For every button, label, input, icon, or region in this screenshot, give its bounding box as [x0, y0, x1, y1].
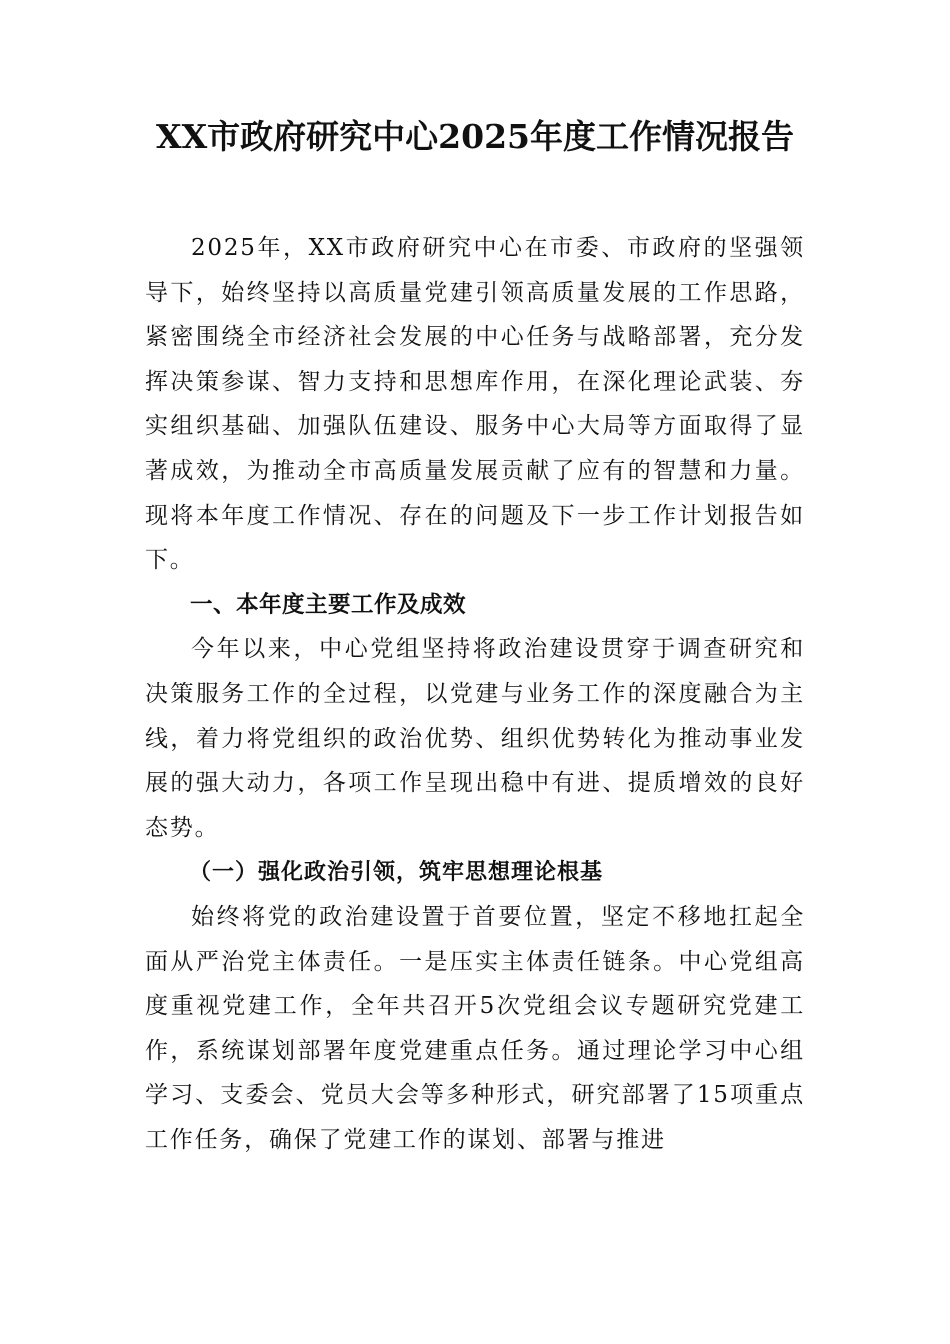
document-title: XX市政府研究中心2025年度工作情况报告	[155, 117, 795, 156]
subsection-1-paragraph: 始终将党的政治建设置于首要位置，坚定不移地扛起全面从严治党主体责任。一是压实主体责任链条。中心党组高度重视党建工作，全年共召开5次党组会议专题研究党建工作，系统谋划部署年度党建重点任务。通过理论学习中心组学习、支委会、党员大会等多种形式，研究部署了15项重点工作任务，确保了党建工作的谋划、部署与推进	[145, 903, 805, 1153]
intro-paragraph: 2025年，XX市政府研究中心在市委、市政府的坚强领导下，始终坚持以高质量党建引领高质量发展的工作思路，紧密围绕全市经济社会发展的中心任务与战略部署，充分发挥决策参谋、智力支持和思想库作用，在深化理论武装、夯实组织基础、加强队伍建设、服务中心大局等方面取得了显著成效，为推动全市高质量发展贡献了应有的智慧和力量。现将本年度工作情况、存在的问题及下一步工作计划报告如下。	[145, 235, 805, 574]
section-heading-1: 一、本年度主要工作及成效	[190, 591, 467, 618]
section-1-paragraph: 今年以来，中心党组坚持将政治建设贯穿于调查研究和决策服务工作的全过程，以党建与业务工作的深度融合为主线，着力将党组织的政治优势、组织优势转化为推动事业发展的强大动力，各项工作呈现出稳中有进、提质增效的良好态势。	[145, 636, 805, 841]
document-body	[145, 226, 805, 1162]
subsection-heading-1: （一）强化政治引领，筑牢思想理论根基	[189, 859, 604, 886]
